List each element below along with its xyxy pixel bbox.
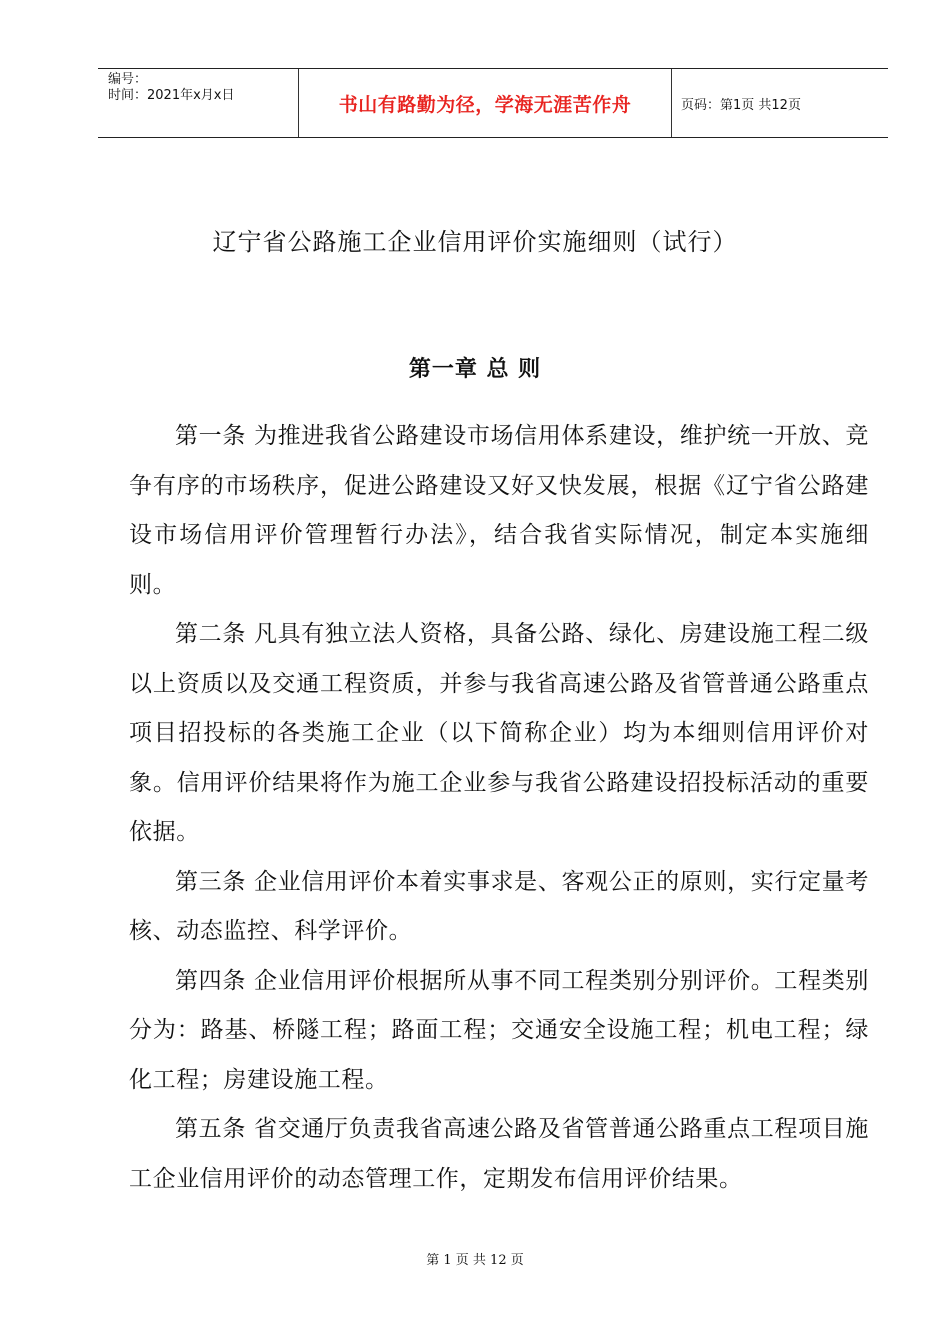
article-1-paragraph: 第一条 为推进我省公路建设市场信用体系建设，维护统一开放、竞争有序的市场秩序，促进公路建设又好又快发展，根据《辽宁省公路建设市场信用评价管理暂行办法》，结合我省实际情况，制定本实施细则。 <box>129 423 869 598</box>
chapter-heading: 第一章 总 则 <box>408 357 542 382</box>
document-title: 辽宁省公路施工企业信用评价实施细则（试行） <box>212 228 738 256</box>
article-4-paragraph: 第四条 企业信用评价根据所从事不同工程类别分别评价。工程类别分为：路基、桥隧工程；路面工程；交通安全设施工程；机电工程；绿化工程；房建设施工程。 <box>129 967 869 1093</box>
header-page-info: 页码：第1页 共12页 <box>681 97 801 113</box>
header-motto: 书山有路勤为径，学海无涯苦作舟 <box>299 69 672 137</box>
article-5-paragraph: 第五条 省交通厅负责我省高速公路及省管普通公路重点工程项目施工企业信用评价的动态管理工作，定期发布信用评价结果。 <box>129 1116 869 1192</box>
document-body <box>129 412 869 1204</box>
document-number-label: 编号： <box>108 72 148 87</box>
article-2-paragraph: 第二条 凡具有独立法人资格，具备公路、绿化、房建设施工程二级以上资质以及交通工程资质，并参与我省高速公路及省管普通公路重点项目招投标的各类施工企业（以下简称企业）均为本细则信用评价对象。信用评价结果将作为施工企业参与我省公路建设招投标活动的重要依据。 <box>129 621 869 845</box>
header-meta <box>98 69 299 137</box>
article-3-paragraph: 第三条 企业信用评价本着实事求是、客观公正的原则，实行定量考核、动态监控、科学评价。 <box>129 868 869 944</box>
page-footer: 第 1 页 共 12 页 <box>426 1253 524 1268</box>
document-time-label: 时间：2021年x月x日 <box>108 88 235 103</box>
page-header <box>98 68 888 138</box>
